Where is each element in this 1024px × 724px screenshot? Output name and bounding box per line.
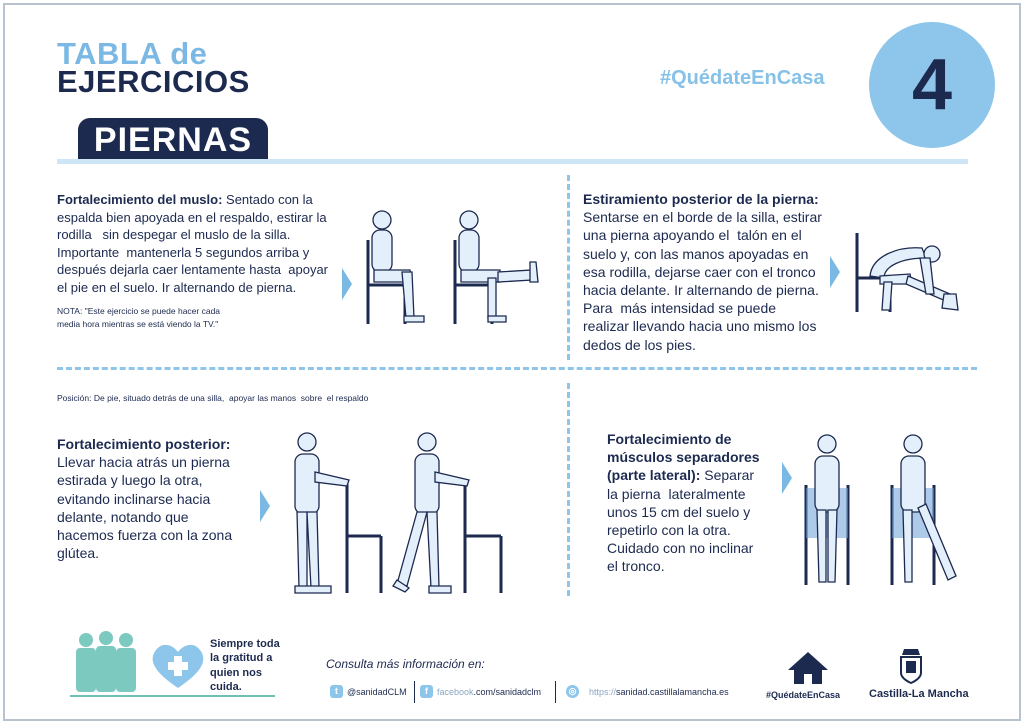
exercise-4-line: unos 15 cm del suelo y	[607, 503, 751, 520]
exercise-2-line: hacia delante. Ir alternando de pierna.	[583, 281, 819, 298]
sheet-number: 4	[911, 45, 953, 125]
twitter-handle: @sanidadCLM	[347, 686, 407, 697]
exercise-4-title: músculos separadores	[607, 449, 760, 466]
title-line-1: TABLA de	[57, 36, 208, 71]
coat-of-arms-icon	[898, 645, 924, 685]
footer-divider	[70, 695, 275, 697]
position-instruction: Posición: De pie, situado detrás de una silla, apoyar las manos sobre el respaldo	[57, 393, 369, 403]
sheet-number-badge	[869, 22, 995, 148]
website-domain: sanidad.castillalamancha.es	[616, 686, 729, 697]
exercise-3-line: estirada y luego la otra,	[57, 472, 203, 489]
title-line-2: EJERCICIOS	[57, 64, 250, 99]
section-title: PIERNAS	[78, 118, 268, 160]
exercise-2-line: dedos de los pies.	[583, 336, 696, 353]
exercise-4-line: repetirlo con la otra.	[607, 521, 731, 538]
website-link[interactable]	[566, 685, 729, 698]
exercise-2-line: realizar llevando hacia uno mismo los	[583, 318, 817, 335]
note-line: NOTA: "Este ejercicio se puede hacer cada	[57, 306, 221, 316]
gratitude-line: quien nos	[210, 666, 262, 679]
exercise-1-line: Sentado con la	[222, 192, 313, 207]
facebook-icon: f	[420, 685, 433, 698]
home-icon	[786, 650, 830, 686]
exercise-1-line: Importante mantenerla 5 segundos arriba y	[57, 244, 310, 260]
exercise-3-title: Fortalecimiento posterior:	[57, 436, 231, 452]
gratitude-message	[210, 637, 290, 694]
exercise-2-line: una pierna apoyando el talón en el	[583, 227, 802, 244]
brand-name: Castilla-La Mancha	[869, 688, 969, 700]
website-prefix: https://	[589, 686, 617, 697]
more-info-label: Consulta más información en:	[326, 657, 485, 671]
healthcare-workers-heart-logo	[68, 630, 208, 696]
exercise-1-title: Fortalecimiento del muslo:	[57, 192, 223, 207]
horizontal-dashed-divider	[57, 367, 977, 370]
exercise-2-title: Estiramiento posterior de la pierna:	[583, 191, 819, 207]
arrow-icon	[782, 462, 792, 494]
gratitude-line: cuida.	[210, 680, 242, 693]
exercise-2-line: esa rodilla, dejarse caer con el tronco	[583, 263, 816, 280]
exercise-3-text	[57, 435, 267, 562]
arrow-icon	[342, 268, 352, 300]
header-hashtag: #QuédateEnCasa	[660, 67, 825, 89]
vertical-dashed-divider-top	[567, 175, 570, 360]
note-line: media hora mientras se está viendo la TV."	[57, 318, 219, 329]
exercise-2-line: Para más intensidad se puede	[583, 300, 777, 317]
exercise-4-title: (parte lateral):	[607, 467, 701, 484]
exercise-4-text	[607, 430, 777, 576]
seated-leg-raise-illustration	[360, 200, 545, 328]
header-divider	[57, 159, 968, 164]
exercise-1-note	[57, 305, 307, 331]
exercise-1-line: el pie en el suelo. Ir alternando de pierna.	[57, 279, 297, 295]
twitter-link[interactable]	[330, 685, 407, 698]
exercise-3-line: glútea.	[57, 545, 100, 562]
arrow-icon	[260, 490, 270, 522]
footer-separator	[555, 681, 556, 703]
exercise-1-text	[57, 191, 332, 296]
standing-leg-extension-illustration	[285, 428, 515, 598]
exercise-3-line: delante, notando que	[57, 508, 189, 525]
footer-hashtag: #QuédateEnCasa	[766, 690, 841, 700]
exercise-4-line: la pierna lateralmente	[607, 485, 746, 502]
gratitude-line: la gratitud a	[210, 652, 273, 665]
exercise-4-line: el tronco.	[607, 558, 665, 575]
exercise-4-line: Separar	[700, 467, 755, 484]
side-leg-raise-illustration	[800, 430, 965, 590]
footer-separator	[414, 681, 415, 703]
exercise-1-line: después dejarla caer lentamente hasta apoyar	[57, 262, 329, 278]
exercise-3-line: evitando inclinarse hacia	[57, 490, 211, 507]
facebook-link[interactable]	[420, 685, 541, 698]
exercise-1-line: espalda bien apoyada en el respaldo, estirar la	[57, 209, 327, 225]
hamstring-stretch-illustration	[850, 228, 965, 318]
exercise-3-line: Llevar hacia atrás un pierna	[57, 454, 230, 471]
facebook-prefix: facebook	[437, 686, 474, 697]
exercise-4-line: Cuidado con no inclinar	[607, 540, 754, 557]
facebook-suffix: .com/sanidadclm	[473, 686, 542, 697]
exercise-2-line: Sentarse en el borde de la silla, estirar	[583, 209, 822, 226]
exercise-2-line: suelo y, con las manos apoyadas en	[583, 245, 809, 262]
exercise-1-line: rodilla sin despegar el muslo de la silla.	[57, 227, 291, 243]
vertical-dashed-divider-bottom	[567, 383, 570, 596]
twitter-icon: t	[330, 685, 343, 698]
arrow-icon	[830, 256, 840, 288]
globe-icon: ◎	[566, 685, 579, 698]
exercise-2-text	[583, 190, 823, 354]
exercise-4-title: Fortalecimiento de	[607, 431, 732, 447]
gratitude-line: Siempre toda	[210, 638, 280, 650]
exercise-3-line: hacemos fuerza con la zona	[57, 526, 233, 543]
